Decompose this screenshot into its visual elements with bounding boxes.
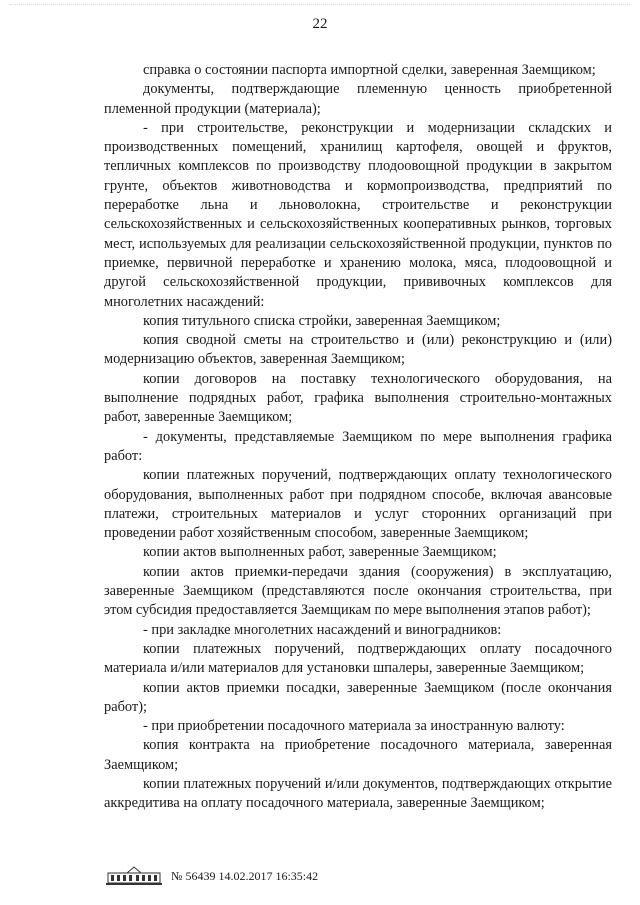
page-number: 22 — [312, 16, 328, 32]
government-building-seal-icon — [105, 866, 163, 886]
paragraph: справка о состоянии паспорта импортной сделки, заверенная Заемщиком; — [143, 62, 596, 78]
paragraph: копии договоров на поставку технологического оборудования, на выполнение подрядных работ, графика выполнения строительно-монтажных работ, заверенные Заемщиком; — [104, 370, 612, 426]
paragraph: - при закладке многолетних насаждений и виноградников: — [143, 621, 502, 638]
paragraph: - документы, представляемые Заемщиком по мере выполнения графика работ: — [104, 428, 612, 464]
registration-stamp: № 56439 14.02.2017 16:35:42 — [171, 868, 319, 883]
paragraph: - при приобретении посадочного материала за иностранную валюту: — [143, 718, 565, 735]
paragraph: копии платежных поручений, подтверждающих оплату посадочного материала и/или материалов для установки шпалеры, заверенные Заемщиком; — [104, 640, 612, 677]
paragraph: копия титульного списка стройки, заверенная Заемщиком; — [143, 312, 501, 329]
paragraph: - при строительстве, реконструкции и модернизации складских и производственных помещений, хранилищ картофеля, овощей и фруктов, тепличных комплексов по производству плодоовощной продукции в закрытом грунте, объектов животноводства и кормопроизводства, предприятий по переработке льна и льноволокна, строительстве и реконструкции сельскохозяйственных и сельскохозяйственных кооперативных рынков, торговых мест, используемых для реализации сельскохозяйственной продукции, пунктов по приемке, первичной переработке и хранению молока, мяса, плодоовощной и другой сельскохозяйственной продукции, прививочных комплексов для многолетних насаждений: — [104, 119, 612, 310]
registration-footer — [105, 866, 318, 886]
paragraph: копия контракта на приобретение посадочного материала, заверенная Заемщиком; — [104, 737, 612, 773]
paragraph: копии актов выполненных работ, заверенные Заемщиком; — [143, 544, 497, 561]
paragraph: копия сводной сметы на строительство и (или) реконструкцию и (или) модернизацию объектов, заверенная Заемщиком; — [104, 332, 612, 368]
paragraph: копии платежных поручений, подтверждающих оплату технологического оборудования, выполненных работ при подрядном способе, включая авансовые платежи, строительных материалов и услуг сторонних организаций при проведении работ хозяйственным способом, заверенные Заемщиком; — [104, 467, 612, 542]
paragraph: копии платежных поручений и/или документов, подтверждающих открытие аккредитива на оплату посадочного материала, заверенные Заемщиком; — [104, 775, 612, 812]
document-body — [104, 61, 612, 814]
paragraph: копии актов приемки-передачи здания (сооружения) в эксплуатацию, заверенные Заемщиком (представляются после окончания строительства, при этом субсидия предоставляется Заемщикам по мере выполнения этапов работ); — [104, 563, 612, 619]
paragraph: документы, подтверждающие племенную ценность приобретенной племенной продукции (материала); — [104, 81, 612, 117]
paragraph: копии актов приемки посадки, заверенные Заемщиком (после окончания работ); — [104, 679, 612, 715]
scan-noise — [10, 4, 630, 9]
